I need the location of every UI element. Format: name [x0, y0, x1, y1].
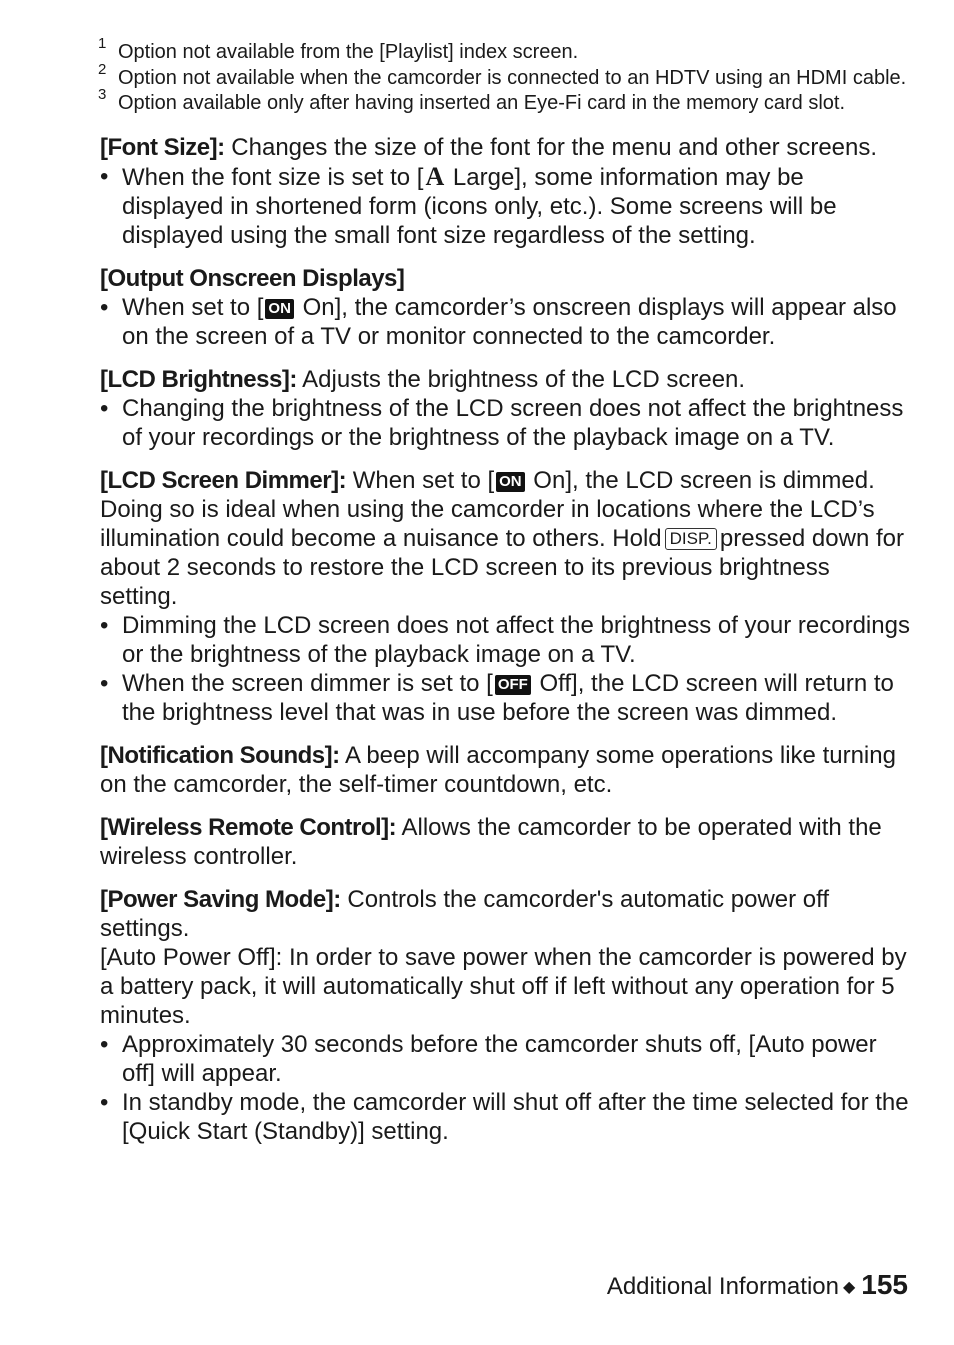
- section-wireless-remote-control: [100, 813, 910, 871]
- font-size-desc: Changes the size of the font for the menu and other screens.: [224, 133, 878, 161]
- off-icon: OFF: [495, 675, 531, 695]
- lcd-dimmer-desc: On], the LCD screen is dimmed. Doing so is ideal when using the camcorder in locations where the LCD’s illumination could become a nuisance to others. Hold: [100, 466, 875, 552]
- bullet-text: When the font size is set to [: [122, 163, 424, 191]
- lcd-brightness-desc: Adjusts the brightness of the LCD screen.: [296, 365, 746, 393]
- page-number: 155: [861, 1269, 908, 1300]
- diamond-icon: ◆: [842, 1279, 856, 1296]
- footnote-text: Option not available when the camcorder is connected to an HDTV using an HDMI cable.: [118, 66, 907, 89]
- section-notification-sounds: [100, 741, 910, 799]
- lcd-brightness-paragraph: [100, 365, 910, 394]
- term-notification-sounds: [Notification Sounds]:: [100, 741, 340, 769]
- term-lcd-brightness: [LCD Brightness]:: [100, 365, 297, 393]
- notification-paragraph: [100, 741, 910, 799]
- wireless-paragraph: [100, 813, 910, 871]
- term-power-saving-mode: [Power Saving Mode]:: [100, 885, 341, 913]
- power-saving-desc: Controls the camcorder's automatic power off settings.: [100, 885, 830, 942]
- list-item: [100, 162, 910, 250]
- list-item: • Changing the brightness of the LCD screen does not affect the brightness of your recordings or the brightness of the playback image on a TV.: [100, 394, 910, 452]
- section-output-onscreen-displays: [100, 264, 910, 351]
- section-power-saving-mode: [100, 885, 910, 1146]
- footnote-mark: 3: [98, 86, 107, 103]
- term-output-onscreen-displays: [Output Onscreen Displays]: [100, 264, 405, 292]
- term-wireless-remote-control: [Wireless Remote Control]:: [100, 813, 397, 841]
- footnote: [98, 86, 910, 117]
- font-size-paragraph: [100, 133, 910, 162]
- power-saving-paragraph: [100, 885, 910, 943]
- disp-button-icon: DISP.: [665, 528, 717, 550]
- footnote-text: Option available only after having inserted an Eye-Fi card in the memory card slot.: [118, 92, 846, 114]
- section-lcd-screen-dimmer: [100, 466, 910, 727]
- term-font-size: [Font Size]:: [100, 133, 225, 161]
- list-item: • In standby mode, the camcorder will shut off after the time selected for the [Quick Start (Standby)] setting.: [100, 1088, 910, 1146]
- footnote: [98, 35, 910, 66]
- lcd-dimmer-desc: pressed down for about 2 seconds to restore the LCD screen to its previous brightness setting.: [100, 524, 904, 610]
- footnote: [98, 60, 910, 92]
- lcd-dimmer-paragraph: [100, 466, 910, 611]
- footnote-mark: 1: [98, 35, 107, 52]
- footer-section-title: Additional Information: [606, 1273, 839, 1300]
- bullet-text: Large], some information may be displayed in shortened form (icons only, etc.). Some screens will be displayed using the small font size regardless of the setting.: [122, 163, 837, 249]
- on-icon: ON: [265, 299, 294, 319]
- footnote-mark: 2: [98, 60, 107, 78]
- section-font-size: [100, 133, 910, 250]
- footnotes: [98, 35, 910, 117]
- large-font-icon: A: [425, 161, 445, 191]
- wireless-desc: Allows the camcorder to be operated with the wireless controller.: [100, 813, 882, 870]
- bullet-text: When the screen dimmer is set to [: [122, 669, 493, 697]
- footnote-text: Option not available from the [Playlist] index screen.: [118, 41, 579, 63]
- page-footer: [607, 1270, 908, 1303]
- list-item: [100, 293, 910, 351]
- list-item: • Approximately 30 seconds before the camcorder shuts off, [Auto power off] will appear.: [100, 1030, 910, 1088]
- auto-power-off-paragraph: [Auto Power Off]: In order to save power when the camcorder is powered by a battery pack, it will automatically shut off if left without any operation for 5 minutes.: [100, 943, 907, 1029]
- lcd-dimmer-desc: When set to [: [346, 466, 495, 494]
- bullet-text: On], the camcorder’s onscreen displays will appear also on the screen of a TV or monitor connected to the camcorder.: [122, 293, 897, 350]
- term-lcd-screen-dimmer: [LCD Screen Dimmer]:: [100, 466, 347, 494]
- on-icon: ON: [496, 472, 525, 492]
- page-content: [98, 35, 910, 1160]
- list-item: • Dimming the LCD screen does not affect the brightness of your recordings or the brightness of the playback image on a TV.: [100, 611, 910, 669]
- bullet-text: When set to [: [122, 293, 264, 321]
- bullet-text: Off], the LCD screen will return to the brightness level that was in use before the screen was dimmed.: [122, 669, 894, 726]
- notification-desc: A beep will accompany some operations like turning on the camcorder, the self-timer countdown, etc.: [100, 741, 896, 798]
- list-item: [100, 669, 910, 727]
- section-lcd-brightness: [100, 365, 910, 452]
